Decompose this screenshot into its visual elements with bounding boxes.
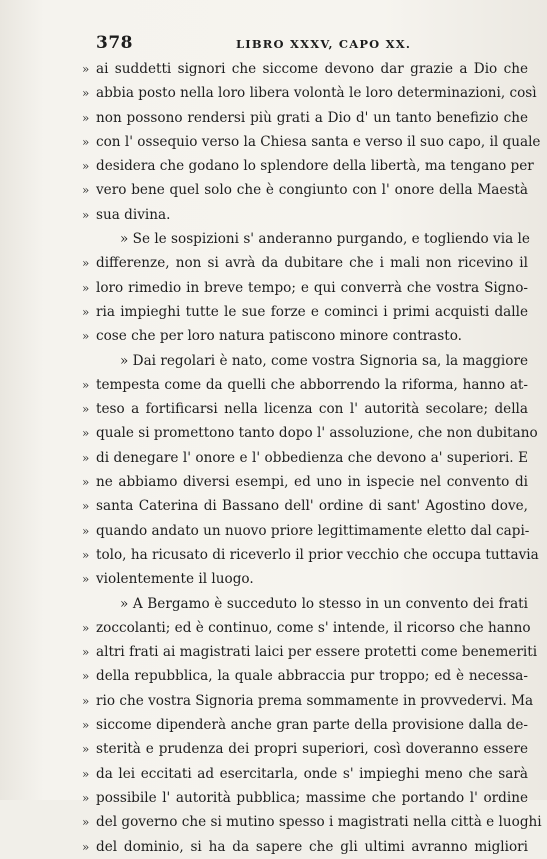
text-line bbox=[82, 106, 528, 130]
line-text: non possono rendersi più grati a Dio d' un tanto benefizio che bbox=[96, 109, 528, 126]
line-text: rio che vostra Signoria prema sommamente in provvedervi. Ma bbox=[96, 692, 534, 709]
line-text: ne abbiamo diversi esempi, ed uno in ispecie nel convento di bbox=[96, 474, 528, 491]
text-line bbox=[82, 154, 534, 178]
quote-mark: » bbox=[82, 620, 90, 635]
text-line bbox=[82, 324, 528, 348]
quote-mark: » bbox=[82, 547, 90, 562]
text-line bbox=[82, 470, 528, 494]
quote-mark: » bbox=[82, 377, 90, 392]
line-text: sterità e prudenza dei propri superiori, così doveranno essere bbox=[96, 741, 528, 758]
text-line bbox=[96, 349, 528, 373]
quote-mark: » bbox=[82, 790, 90, 805]
quote-mark: » bbox=[82, 669, 90, 684]
text-line bbox=[82, 494, 528, 518]
text-line bbox=[82, 373, 528, 397]
line-text: quale si promettono tanto dopo l' assoluzione, che non dubitano bbox=[96, 425, 538, 442]
quote-mark: » bbox=[82, 475, 90, 490]
quote-mark: » bbox=[82, 523, 90, 538]
line-text: differenze, non si avrà da dubitare che i mali non ricevino il bbox=[96, 255, 528, 272]
line-text: tolo, ha ricusato di riceverlo il prior vecchio che occupa tuttavia bbox=[96, 546, 539, 563]
line-text: con l' ossequio verso la Chiesa santa e verso il suo capo, il quale bbox=[96, 133, 541, 150]
text-line bbox=[82, 762, 528, 786]
text-line bbox=[82, 130, 541, 154]
line-text: abbia posto nella loro libera volontà le loro determinazioni, così bbox=[96, 85, 537, 102]
text-line bbox=[82, 810, 542, 834]
quote-mark: » bbox=[82, 815, 90, 830]
text-line bbox=[82, 519, 530, 543]
quote-mark: » bbox=[82, 839, 90, 854]
quote-mark: » bbox=[82, 742, 90, 757]
line-text: santa Caterina di Bassano dell' ordine di sant' Agostino dove, bbox=[96, 498, 528, 515]
running-head: LIBRO XXXV, CAPO XX. bbox=[236, 37, 412, 51]
text-line bbox=[82, 446, 528, 470]
line-text: ria impieghi tutte le sue forze e cominci i primi acquisti dalle bbox=[96, 303, 528, 320]
text-line bbox=[82, 786, 528, 810]
quote-mark: » bbox=[82, 256, 90, 271]
line-text: da lei eccitati ad esercitarla, onde s' impieghi meno che sarà bbox=[96, 765, 528, 782]
quote-mark: » bbox=[82, 304, 90, 319]
quote-mark: » bbox=[82, 280, 90, 295]
line-text: » A Bergamo è succeduto lo stesso in un convento dei frati bbox=[120, 595, 528, 612]
text-line bbox=[82, 251, 528, 275]
text-line bbox=[82, 640, 538, 664]
line-text: tempesta come da quelli che abborrendo la riforma, hanno at- bbox=[96, 376, 528, 393]
text-line bbox=[82, 300, 528, 324]
quote-mark: » bbox=[82, 207, 90, 222]
text-line bbox=[82, 664, 528, 688]
quote-mark: » bbox=[82, 572, 90, 587]
text-line bbox=[82, 835, 528, 859]
quote-mark: » bbox=[82, 110, 90, 125]
line-text: del governo che si mutino spesso i magistrati nella città e luoghi bbox=[96, 814, 542, 831]
quote-mark: » bbox=[82, 450, 90, 465]
text-line bbox=[82, 713, 528, 737]
quote-mark: » bbox=[82, 426, 90, 441]
quote-mark: » bbox=[82, 86, 90, 101]
line-text: altri frati ai magistrati laici per essere protetti come benemeriti bbox=[96, 644, 538, 661]
line-text: cose che per loro natura patiscono minore contrasto. bbox=[96, 328, 462, 345]
text-line bbox=[82, 276, 528, 300]
line-text: siccome dipenderà anche gran parte della provisione dalla de- bbox=[96, 717, 528, 734]
line-text: desidera che godano lo splendore della libertà, ma tengano per bbox=[96, 158, 534, 175]
quote-mark: » bbox=[82, 402, 90, 417]
line-text: » Se le sospizioni s' anderanno purgando, e togliendo via le bbox=[120, 231, 530, 248]
text-line bbox=[82, 178, 528, 202]
text-line bbox=[82, 689, 534, 713]
text-line bbox=[82, 543, 539, 567]
text-line bbox=[82, 203, 528, 227]
text-line bbox=[82, 397, 528, 421]
quote-mark: » bbox=[82, 766, 90, 781]
line-text: del dominio, si ha da sapere che gli ultimi avranno migliori bbox=[96, 838, 528, 855]
quote-mark: » bbox=[82, 718, 90, 733]
text-line bbox=[82, 81, 537, 105]
quote-mark: » bbox=[82, 693, 90, 708]
quote-mark: » bbox=[82, 134, 90, 149]
text-line bbox=[96, 227, 528, 251]
text-line bbox=[82, 57, 528, 81]
line-text: » Dai regolari è nato, come vostra Signoria sa, la maggiore bbox=[120, 352, 528, 369]
line-text: sua divina. bbox=[96, 206, 171, 223]
line-text: possibile l' autorità pubblica; massime che portando l' ordine bbox=[96, 789, 528, 806]
text-line bbox=[82, 567, 528, 591]
quote-mark: » bbox=[82, 62, 90, 76]
page-number: 378 bbox=[96, 33, 133, 53]
text-line bbox=[82, 737, 528, 761]
line-text: della repubblica, la quale abbraccia pur troppo; ed è necessa- bbox=[96, 668, 528, 685]
line-text: zoccolanti; ed è continuo, come s' intende, il ricorso che hanno bbox=[96, 619, 531, 636]
text-line bbox=[82, 616, 531, 640]
line-text: di denegare l' onore e l' obbedienza che devono a' superiori. E bbox=[96, 449, 528, 466]
quote-mark: » bbox=[82, 645, 90, 660]
quote-mark: » bbox=[82, 183, 90, 198]
line-text: quando andato un nuovo priore legittimamente eletto dal capi- bbox=[96, 522, 530, 539]
quote-mark: » bbox=[82, 499, 90, 514]
line-text: loro rimedio in breve tempo; e qui converrà che vostra Signo- bbox=[96, 279, 528, 296]
line-text: ai suddetti signori che siccome devono dar grazie a Dio che bbox=[96, 61, 528, 77]
text-line bbox=[96, 592, 528, 616]
quote-mark: » bbox=[82, 329, 90, 344]
line-text: violentemente il luogo. bbox=[96, 571, 254, 588]
line-text: teso a fortificarsi nella licenza con l' autorità secolare; della bbox=[96, 401, 528, 418]
page-header bbox=[96, 33, 526, 55]
line-text: vero bene quel solo che è congiunto con l' onore della Maestà bbox=[96, 182, 528, 199]
quote-mark: » bbox=[82, 159, 90, 174]
text-line bbox=[82, 421, 538, 445]
body-text bbox=[82, 57, 542, 859]
